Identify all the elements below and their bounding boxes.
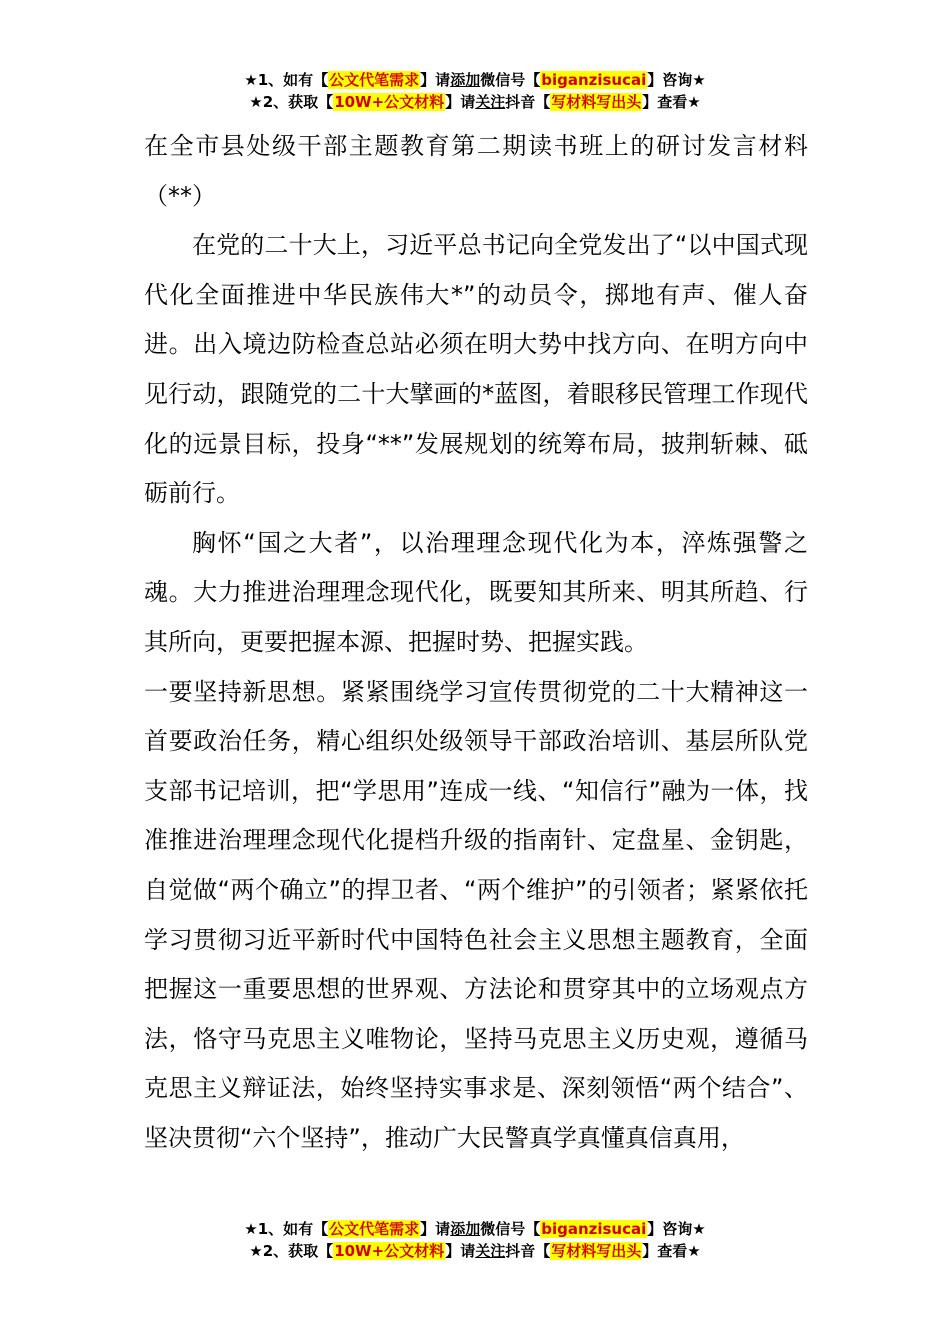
banner-text: 】请: [420, 71, 451, 89]
banner-line-2: [0, 92, 950, 114]
banner-text: 微信号【: [480, 71, 541, 89]
banner-text: 微信号【: [480, 1220, 541, 1238]
banner-text: ★2、获取【: [249, 1242, 334, 1260]
header-banner: [0, 70, 950, 114]
highlight-text: 10W+公文材料: [334, 1242, 445, 1260]
banner-line-2: [0, 1241, 950, 1263]
banner-text: 】查看★: [642, 1242, 701, 1260]
paragraph-3: 一要坚持新思想。紧紧围绕学习宣传贯彻党的二十大精神这一首要政治任务，精心组织处级领导干部政治培训、基层所队党支部书记培训，把“学思用”连成一线、“知信行”融为一体，找准推进治理理念现代化提档升级的指南针、定盘星、金钥匙，自觉做“两个确立”的捍卫者、“两个维护”的引领者；紧紧依托学习贯彻习近平新时代中国特色社会主义思想主题教育，全面把握这一重要思想的世界观、方法论和贯穿其中的立场观点方法，恪守马克思主义唯物论，坚持马克思主义历史观，遵循马克思主义辩证法，始终坚持实事求是、深刻领悟“两个结合”、坚决贯彻“六个坚持”，推动广大民警真学真懂真信真用，: [144, 677, 808, 1152]
paragraph-2: 胸怀“国之大者”，以治理理念现代化为本，淬炼强警之魂。大力推进治理理念现代化，既要知其所来、明其所趋、行其所向，更要把握本源、把握时势、把握实践。: [144, 528, 808, 656]
wechat-id-highlight: biganzisucai: [541, 71, 647, 89]
document-title: 在全市县处级干部主题教育第二期读书班上的研讨发言材料（**）: [144, 132, 808, 210]
wechat-id-highlight: biganzisucai: [541, 1220, 647, 1238]
underlined-text: 关注: [475, 1242, 506, 1260]
highlight-text: 公文代笔需求: [329, 1220, 420, 1238]
highlight-text: 10W+公文材料: [334, 93, 445, 111]
underlined-text: 关注: [475, 93, 506, 111]
highlight-text: 公文代笔需求: [329, 71, 420, 89]
banner-text: 抖音【: [505, 93, 551, 111]
footer-banner: [0, 1219, 950, 1263]
banner-text: ★1、如有【: [244, 1220, 329, 1238]
banner-text: 】咨询★: [647, 1220, 706, 1238]
douyin-id-highlight: 写材料写出头: [551, 93, 642, 111]
underlined-text: 添加: [450, 71, 481, 89]
banner-text: 抖音【: [505, 1242, 551, 1260]
banner-line-1: [0, 1219, 950, 1241]
banner-line-1: [0, 70, 950, 92]
banner-text: 】请: [420, 1220, 451, 1238]
banner-text: 】咨询★: [647, 71, 706, 89]
underlined-text: 添加: [450, 1220, 481, 1238]
banner-text: 】查看★: [642, 93, 701, 111]
banner-text: ★2、获取【: [249, 93, 334, 111]
banner-text: ★1、如有【: [244, 71, 329, 89]
douyin-id-highlight: 写材料写出头: [551, 1242, 642, 1260]
paragraph-1: 在党的二十大上，习近平总书记向全党发出了“以中国式现代化全面推进中华民族伟大*”的动员令，掷地有声、催人奋进。出入境边防检查总站必须在明大势中找方向、在明方向中见行动，跟随党的二十大擘画的*蓝图，着眼移民管理工作现代化的远景目标，投身“**”发展规划的统筹布局，披荆斩棘、砥砺前行。: [144, 231, 808, 508]
document-body: [144, 122, 808, 1163]
banner-text: 】请: [445, 1242, 476, 1260]
banner-text: 】请: [445, 93, 476, 111]
